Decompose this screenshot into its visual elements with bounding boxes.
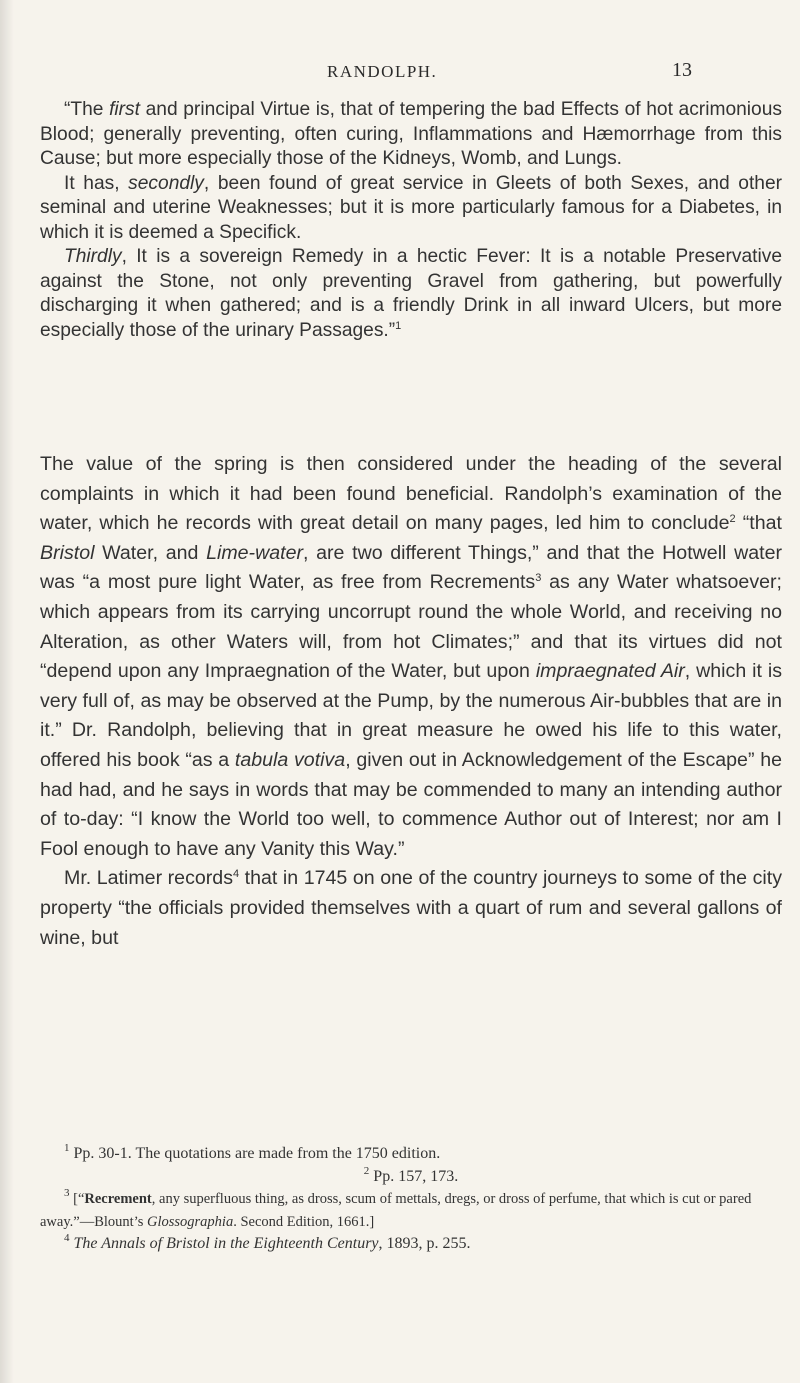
footnote: $^1$ Pp. 30-1. The quotations are made from the 1750 edition.	[64, 1142, 441, 1162]
footnote: $^4$ The Annals of Bristol in the Eighteenth Century, 1893, p. 255.	[64, 1232, 471, 1252]
quote-paragraph: It has, secondly, been found of great service in Gleets of both Sexes, and other seminal and uterine Weaknesses; but it is more particularly famous for a Diabetes, in which it is deemed a Specifick.	[40, 172, 783, 243]
body-paragraph: Mr. Latimer records$^4$ that in 1745 on one of the country journeys to some of the city property “the officials provided themselves with a quart of rum and several gallons of wine, but	[40, 867, 782, 949]
quoted-passage	[40, 98, 782, 343]
footnotes	[40, 1143, 782, 1256]
footnote: $^3$ [“Recrement, any superfluous thing, as dross, scum of mettals, dregs, or dross of perfume, that which is cut or pared away.”—Blount’s Glossographia. Second Edition, 1661.]	[40, 1187, 752, 1230]
running-head	[0, 59, 800, 86]
body-paragraph: The value of the spring is then considered under the heading of the several complaints in which it had been found beneficial. Randolph’s examination of the water, which he records with great detail on many pages, led him to conclude$^2$ “that Bristol Water, and Lime-water, are two different Things,” and that the Hotwell water was “a most pure light Water, as free from Recrements$^3$ as any Water whatsoever; which appears from its carrying uncorrupt round the whole World, and receiving no Alteration, as other Waters will, from hot Climates;” and that its virtues did not “depend upon any Impraegnation of the Water, but upon impraegnated Air, which it is very full of, as may be observed at the Pump, by the numerous Air-bubbles that are in it.” Dr. Randolph, believing that in great measure he owed his life to this water, offered his book “as a tabula votiva, given out in Acknowledgement of the Escape” he had had, and he says in words that may be commended to many an intending author of to-day: “I know the World too well, to commence Author out of Interest; nor am I Fool enough to have any Vanity this Way.”	[40, 453, 782, 860]
footnote-ref: 3	[535, 572, 542, 585]
binding-shadow	[0, 0, 14, 1383]
footnote-ref: 1	[395, 319, 402, 332]
quote-paragraph: “The first and principal Virtue is, that of tempering the bad Effects of hot acrimonious Blood; generally preventing, often curing, Inflammations and Hæmorrhage from this Cause; but more especially those of the Kidneys, Womb, and Lungs.	[40, 99, 782, 169]
footnote: $^2$ Pp. 157, 173.	[363, 1164, 459, 1185]
footnote-ref: 4	[233, 868, 240, 881]
footnote-ref: 2	[729, 513, 736, 526]
body-text	[40, 450, 782, 953]
quote-paragraph: Thirdly, It is a sovereign Remedy in a hectic Fever: It is a notable Preservative against the Stone, not only preventing Gravel from gathering, but powerfully discharging it when gathered; and is a friendly Drink in all inward Ulcers, but more especially those of the urinary Passages.”$^1$	[40, 246, 782, 341]
running-title: RANDOLPH.	[327, 62, 438, 81]
page-number: 13	[672, 59, 692, 81]
